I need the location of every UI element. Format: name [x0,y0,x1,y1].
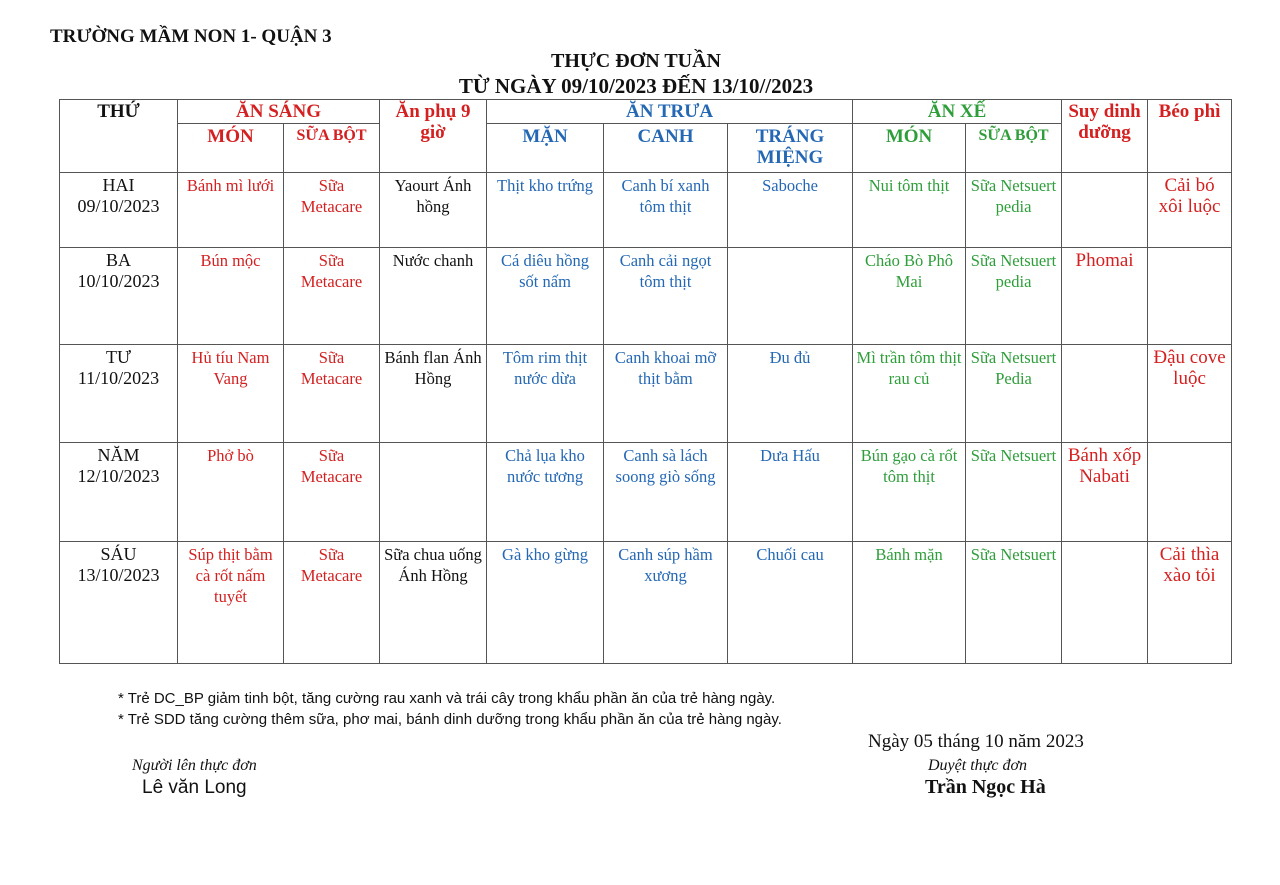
header-trua-canh: CANH [604,124,728,173]
an-phu-cell: Yaourt Ánh hồng [380,173,487,247]
header-sang-mon: MÓN [178,124,284,173]
note-dc-bp: * Trẻ DC_BP giảm tinh bột, tăng cường rau xanh và trái cây trong khẩu phần ăn của trẻ hàng ngày. [118,690,776,707]
beo-cell [1148,443,1232,541]
table-row [60,541,1232,663]
an-phu-cell: Sữa chua uống Ánh Hồng [380,541,487,663]
header-an-sang: ĂN SÁNG [178,100,380,124]
beo-cell [1148,247,1232,344]
man-cell: Chả lụa kho nước tương [487,443,604,541]
sang-sua-cell: Sữa Metacare [284,247,380,344]
an-phu-cell [380,443,487,541]
weekly-menu-table [59,99,1232,664]
canh-cell: Canh súp hầm xương [604,541,728,663]
canh-cell: Canh sà lách soong giò sống [604,443,728,541]
sign-date: Ngày 05 tháng 10 năm 2023 [868,731,1084,752]
sang-mon-cell: Hủ tíu Nam Vang [178,344,284,442]
header-an-trua: ĂN TRƯA [487,100,853,124]
day-cell: BA 10/10/2023 [60,247,178,344]
approver-name: Trần Ngọc Hà [925,776,1046,798]
sang-sua-cell: Sữa Metacare [284,541,380,663]
header-trua-trang-mieng: TRÁNG MIỆNG [728,124,853,173]
xe-sua-cell: Sữa Netsuert [966,541,1062,663]
man-cell: Tôm rim thịt nước dừa [487,344,604,442]
sang-mon-cell: Bún mộc [178,247,284,344]
day-cell: SÁU 13/10/2023 [60,541,178,663]
xe-sua-cell: Sữa Netsuert pedia [966,247,1062,344]
day-cell: HAI 09/10/2023 [60,173,178,247]
sang-sua-cell: Sữa Metacare [284,173,380,247]
sang-mon-cell: Bánh mì lưới [178,173,284,247]
suy-cell: Phomai [1062,247,1148,344]
header-xe-sua: SỮA BỘT [966,124,1062,173]
school-name: TRƯỜNG MẦM NON 1- QUẬN 3 [50,26,332,47]
sang-mon-cell: Súp thịt bằm cà rốt nấm tuyết [178,541,284,663]
notes [118,688,782,730]
xe-sua-cell: Sữa Netsuert pedia [966,173,1062,247]
page-title: THỰC ĐƠN TUẦN [550,50,721,72]
sang-mon-cell: Phở bò [178,443,284,541]
beo-cell: Đậu cove luộc [1148,344,1232,442]
preparer-name: Lê văn Long [142,777,247,798]
suy-cell [1062,344,1148,442]
canh-cell: Canh bí xanh tôm thịt [604,173,728,247]
header-suy-dinh-duong: Suy dinh dưỡng [1062,100,1148,173]
day-cell: NĂM 12/10/2023 [60,443,178,541]
header-thu: THỨ [60,100,178,173]
xe-mon-cell: Bún gạo cà rốt tôm thịt [853,443,966,541]
man-cell: Thịt kho trứng [487,173,604,247]
trang-mieng-cell: Đu đủ [728,344,853,442]
date-range: TỪ NGÀY 09/10/2023 ĐẾN 13/10//2023 [458,74,814,98]
suy-cell: Bánh xốp Nabati [1062,443,1148,541]
man-cell: Gà kho gừng [487,541,604,663]
xe-sua-cell: Sữa Netsuert Pedia [966,344,1062,442]
day-cell: TƯ 11/10/2023 [60,344,178,442]
header-beo-phi: Béo phì [1148,100,1232,173]
suy-cell [1062,173,1148,247]
header-xe-mon: MÓN [853,124,966,173]
header-an-phu: Ăn phụ 9 giờ [380,100,487,173]
xe-sua-cell: Sữa Netsuert [966,443,1062,541]
an-phu-cell: Bánh flan Ánh Hồng [380,344,487,442]
beo-cell: Cải bó xôi luộc [1148,173,1232,247]
man-cell: Cá diêu hồng sốt nấm [487,247,604,344]
trang-mieng-cell: Chuối cau [728,541,853,663]
sang-sua-cell: Sữa Metacare [284,443,380,541]
trang-mieng-cell: Dưa Hấu [728,443,853,541]
canh-cell: Canh cải ngọt tôm thịt [604,247,728,344]
approver-role: Duyệt thực đơn [928,757,1028,774]
xe-mon-cell: Nui tôm thịt [853,173,966,247]
table-row [60,344,1232,442]
suy-cell [1062,541,1148,663]
table-row [60,173,1232,247]
table-row [60,247,1232,344]
header-sang-sua: SỮA BỘT [284,124,380,173]
canh-cell: Canh khoai mỡ thịt bằm [604,344,728,442]
an-phu-cell: Nước chanh [380,247,487,344]
note-sdd: * Trẻ SDD tăng cường thêm sữa, phơ mai, bánh dinh dưỡng trong khẩu phần ăn của trẻ hàng ngày. [118,711,782,728]
trang-mieng-cell: Saboche [728,173,853,247]
beo-cell: Cải thìa xào tỏi [1148,541,1232,663]
sang-sua-cell: Sữa Metacare [284,344,380,442]
table-row [60,443,1232,541]
xe-mon-cell: Mì trần tôm thịt rau củ [853,344,966,442]
header-an-xe: ĂN XẾ [853,100,1062,124]
trang-mieng-cell [728,247,853,344]
xe-mon-cell: Bánh mặn [853,541,966,663]
preparer-role: Người lên thực đơn [132,757,257,774]
xe-mon-cell: Cháo Bò Phô Mai [853,247,966,344]
header-trua-man: MẶN [487,124,604,173]
